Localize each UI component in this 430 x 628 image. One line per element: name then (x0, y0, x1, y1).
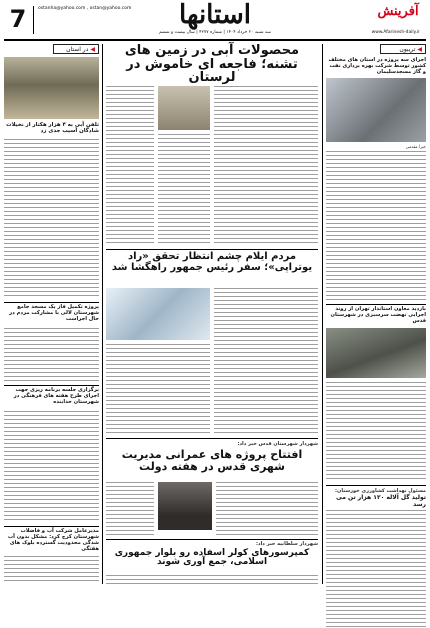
center-main-body-right (214, 86, 318, 246)
right-story3-kicker: مسئول بهداشت کشاورزی خوزستان: (335, 488, 426, 494)
right-divider-2 (326, 485, 426, 486)
center-story3-body-right (216, 482, 318, 536)
center-story4-headline: کمپرسورهای کولر اسفاده رو بلوار جمهوری اسلامی، جمع آوری شوند (114, 548, 310, 568)
center-story2-headline: مردم ایلام چشم انتظار تحقق «راد یوتراپی»؛ سفر رئیس جمهور راهگشا شد (111, 251, 313, 273)
masthead-website: www.Afarinesh-daily.ir (371, 30, 420, 35)
section-label-left: ◀ در استان (53, 44, 99, 54)
right-column (326, 44, 426, 584)
right-story3-headline: تولید گل آلاله ۱۲۰ هزار تن می رسد (336, 494, 426, 508)
right-story2-photo (326, 328, 426, 378)
center-divider-1 (106, 249, 318, 250)
left-story2-headline: پروژه تکمیل فاز یک مسجد جامع شهرستان لالی با مشارکت مردم در حال اجراست (9, 304, 99, 322)
left-story1-photo (4, 57, 99, 119)
center-main-photo (158, 86, 210, 130)
page-number: 7 (9, 5, 27, 33)
center-story3-kicker: شهردار شهرستان قدس خبر داد: (237, 441, 318, 447)
masthead-email: ostanha@yahoo.com , ostan@yahoo.com (38, 6, 132, 11)
right-story1-body (326, 151, 426, 301)
col-divider-right (322, 44, 323, 584)
right-story2-headline: بازدید معاون استاندار تهران از روند اجرایی نهضت سرسبزی در شهرستان قدس (330, 306, 426, 324)
masthead-divider-left (33, 6, 34, 34)
center-divider-3 (106, 539, 318, 540)
right-story1-caption: خبر/ مقدمی (405, 144, 426, 149)
center-divider-2 (106, 438, 318, 439)
section-label-right: ◀ تریبون (380, 44, 426, 54)
center-story2-photo (106, 288, 210, 340)
left-story1-body (4, 139, 99, 299)
left-divider-3 (4, 526, 99, 527)
center-story4-kicker: شهردار سلطانیه خبر داد: (256, 541, 318, 547)
center-main-body-left (106, 86, 154, 246)
left-story1-headline: تلفن آبی به ۴ هزار هکتار از نخیلات شادگان آسیب جدی زد (6, 122, 99, 135)
center-story2-body-right (214, 288, 318, 434)
left-column (4, 44, 99, 584)
left-divider-2 (4, 385, 99, 386)
right-divider-1 (326, 304, 426, 305)
left-story2-body (4, 328, 99, 382)
masthead-issue-line: سه شنبه ۲۰ خرداد ۱۴۰۴ | شماره ۴۲۷۷ | سال بیست و ششم (159, 30, 271, 35)
left-divider-1 (4, 302, 99, 303)
section-arrow-icon: ◀ (90, 45, 95, 53)
left-story4-body (4, 556, 99, 584)
center-story3-body-left (106, 482, 154, 536)
masthead-brand-logo: آفرینش (377, 4, 419, 19)
masthead-title: استانها (179, 0, 251, 30)
masthead (0, 0, 430, 40)
masthead-rule (4, 39, 426, 41)
right-story3-body (326, 510, 426, 628)
center-story2-body-left (106, 344, 210, 434)
left-story4-headline: مدیرعامل شرکت آب و فاضلاب شهرستان کرج کرد: مشکل بدون آب شدگی محدودیت گسترده بلوک های هفتگی (7, 528, 99, 552)
right-story1-photo (326, 78, 426, 142)
center-column (106, 42, 318, 584)
section-arrow-icon: ◀ (417, 45, 422, 53)
center-story3-photo (158, 482, 212, 530)
col-divider-left (102, 44, 103, 584)
left-story3-body (4, 411, 99, 523)
right-story2-body (326, 382, 426, 482)
center-story3-headline: افتتاح پروژه های عمرانی مدیریت شهری قدس در هفته دولت (121, 448, 303, 473)
center-main-body-mid (158, 134, 210, 246)
left-story3-headline: برگزاری جلسه برنامه ریزی جهت اجرای طرح هفته های فرهنگی در شهرستان خدابنده (13, 387, 99, 405)
center-story4-body (106, 575, 318, 584)
center-main-headline: محصولات آبی در زمین های تشنه؛ فاجعه ای خاموش در لرستان (124, 43, 300, 86)
right-story1-headline: اجرای سه پروژه در استان های مختلف کشور توسط شرکت بهره برداری نفت و گاز مسجدسلیمان (328, 57, 426, 75)
